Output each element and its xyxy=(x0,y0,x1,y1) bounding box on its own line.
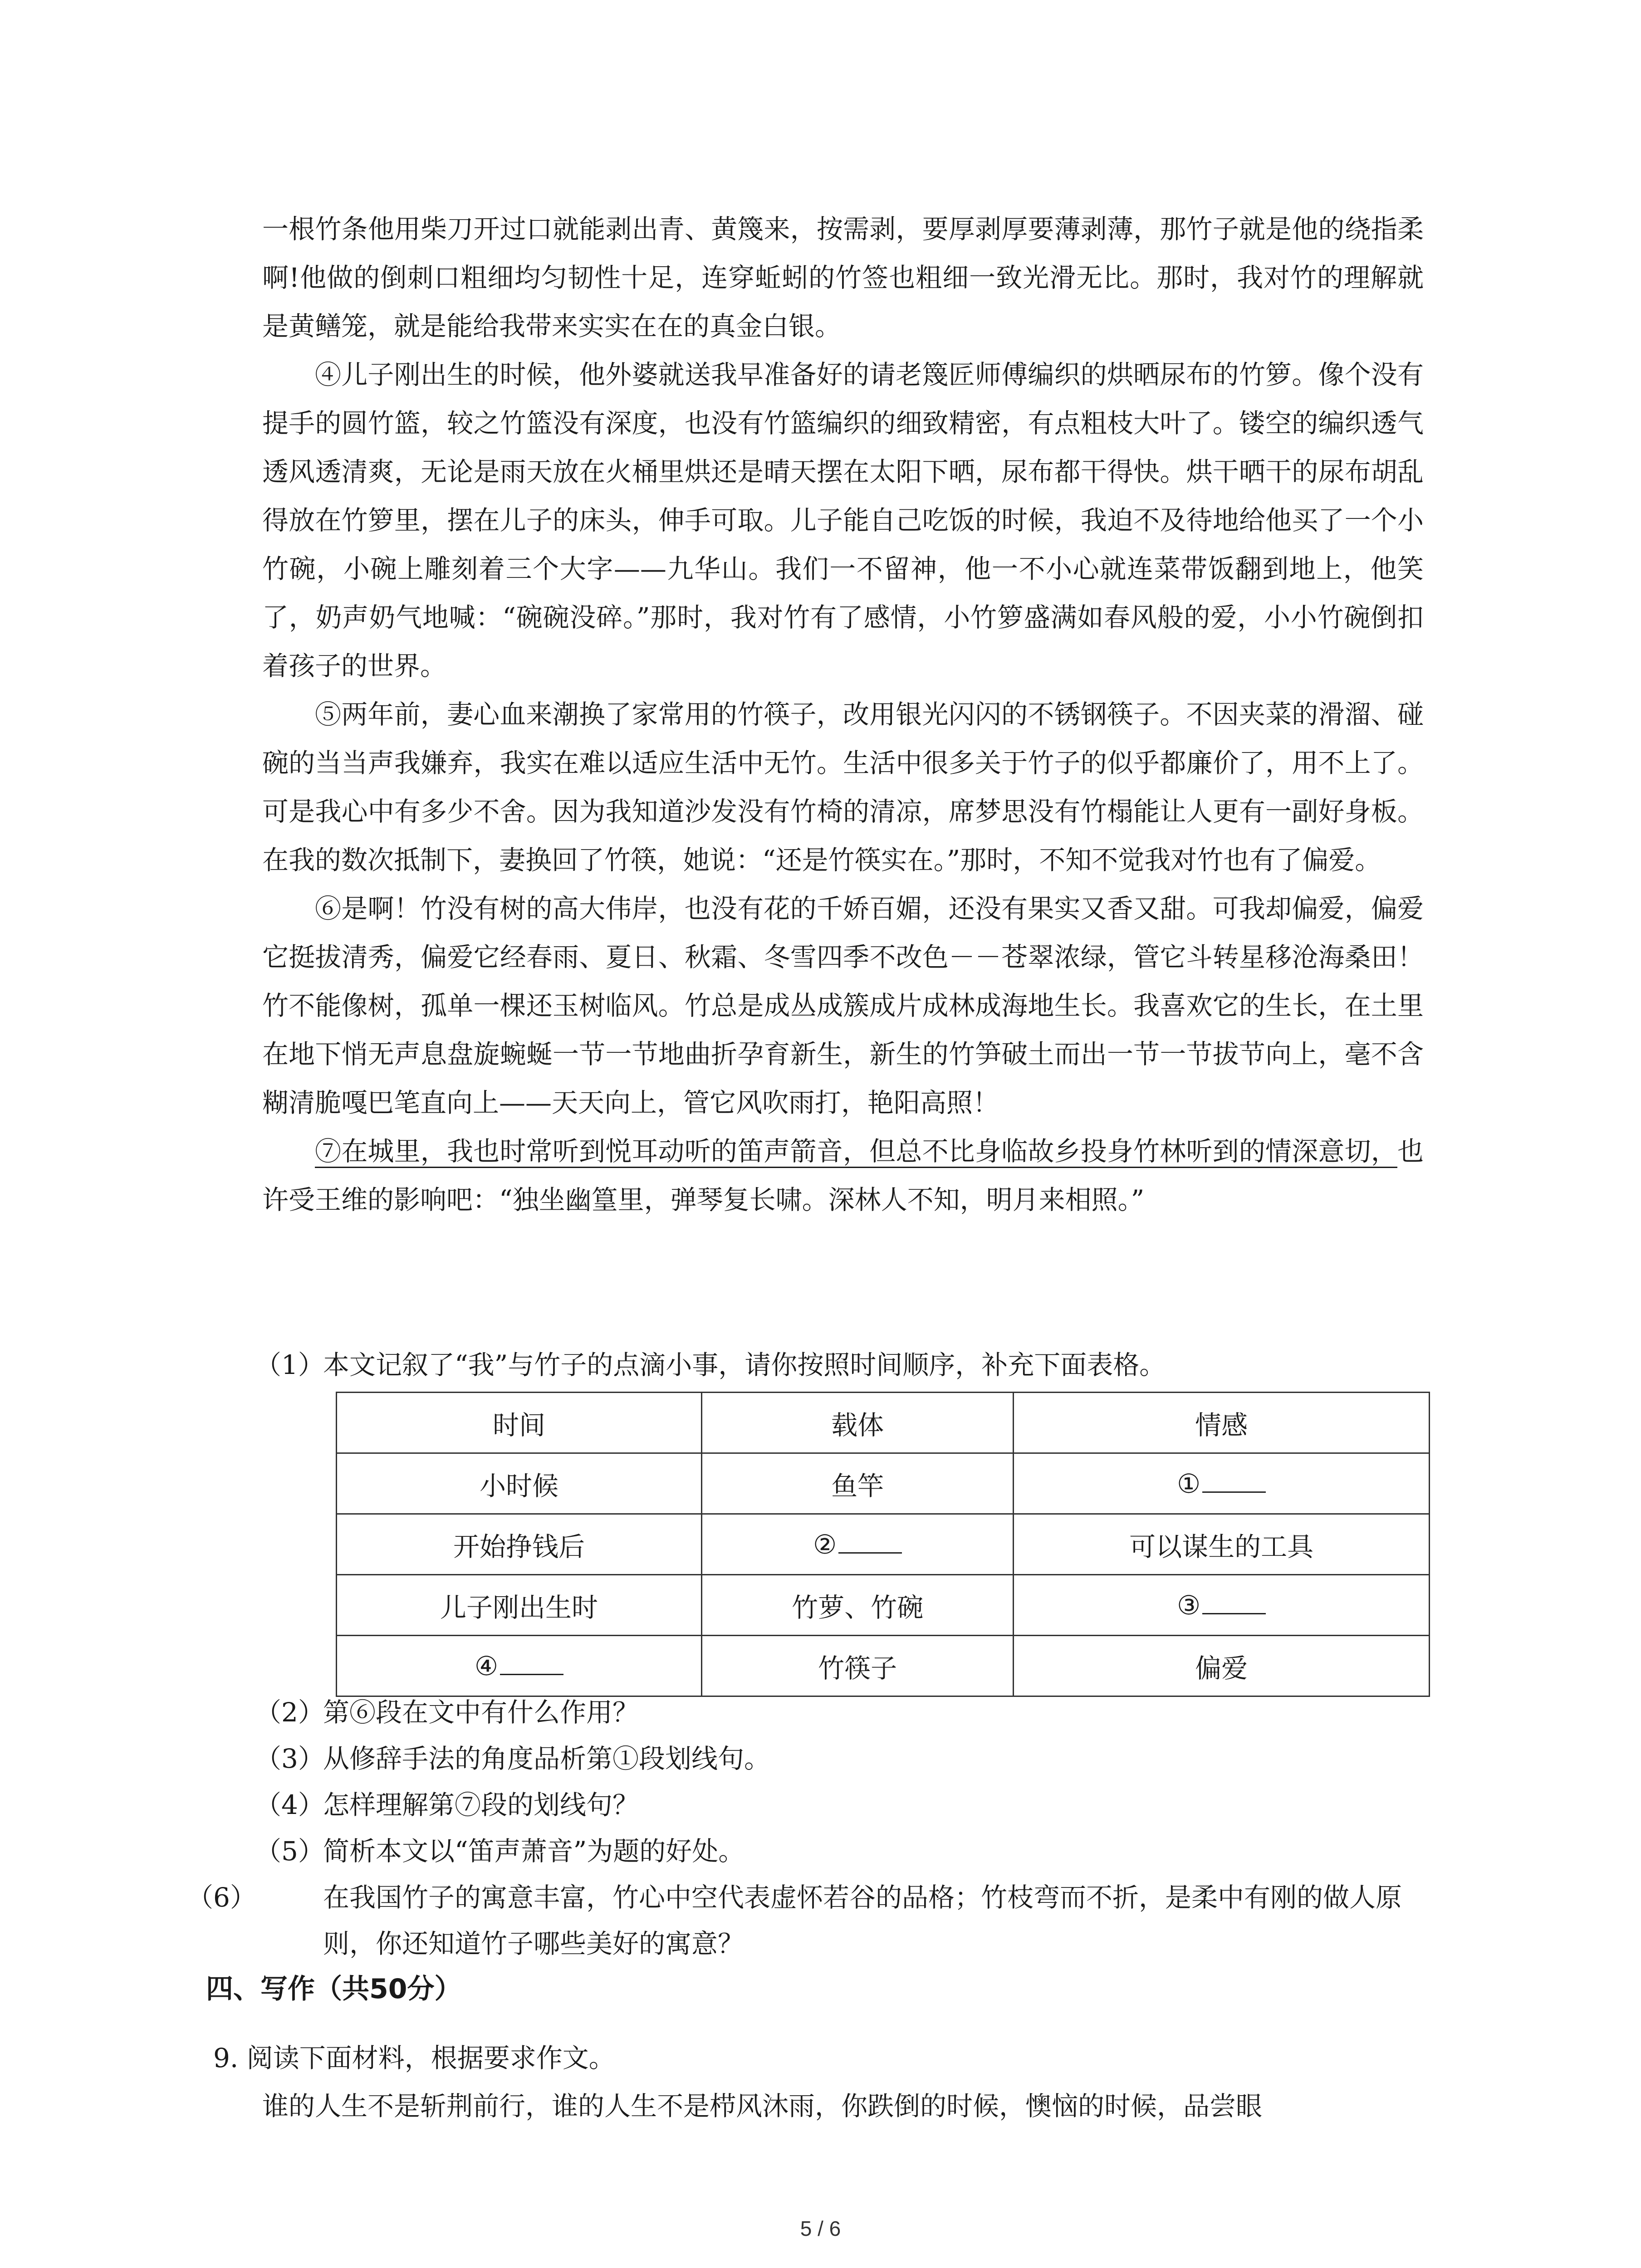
question-1 xyxy=(255,1342,1435,1388)
question-6: （6） 在我国竹子的寓意丰富，竹心中空代表虚怀若谷的品格；竹枝弯而不折，是柔中有刚的做人原则，你还知道竹子哪些美好的寓意？ xyxy=(187,1882,1402,1959)
table-header: 载体 xyxy=(701,1393,1013,1453)
table-row xyxy=(337,1453,1430,1514)
bamboo-emotion-table xyxy=(336,1392,1430,1697)
table-cell-blank: ④ xyxy=(337,1636,702,1696)
table-row xyxy=(337,1636,1430,1696)
table-header: 情感 xyxy=(1014,1393,1430,1453)
paragraph-5: ⑤两年前，妻心血来潮换了家常用的竹筷子，改用银光闪闪的不锈钢筷子。不因夹菜的滑溜、碰碗的当当声我嫌弃，我实在难以适应生活中无竹。生活中很多关于竹子的似乎都廉价了，用不上了。可是我心中有多少不舍。因为我知道沙发没有竹椅的清凉，席梦思没有竹榻能让人更有一副好身板。在我的数次抵制下，妻换回了竹筷，她说：“还是竹筷实在。”那时，不知不觉我对竹也有了偏爱。 xyxy=(262,699,1424,875)
question-3: （3）从修辞手法的角度品析第①段划线句。 xyxy=(255,1743,771,1774)
question-4: （4）怎样理解第⑦段的划线句？ xyxy=(255,1789,639,1820)
table-cell: 小时候 xyxy=(337,1453,702,1514)
paragraph-7-rest: 也许受王维的影响吧：“独坐幽篁里，弹琴复长啸。深林人不知，明月来相照。” xyxy=(262,1136,1424,1215)
page-number: 5 / 6 xyxy=(800,2217,841,2240)
paragraph-7 xyxy=(262,1127,1424,1224)
question-5: （5）简析本文以“笛声萧音”为题的好处。 xyxy=(255,1836,745,1867)
table-cell-blank: ① xyxy=(1014,1453,1430,1514)
table-cell: 鱼竿 xyxy=(701,1453,1013,1514)
answer-blank[interactable] xyxy=(1202,1592,1266,1614)
answer-blank[interactable] xyxy=(500,1653,563,1675)
paragraph-6: ⑥是啊！竹没有树的高大伟岸，也没有花的千娇百媚，还没有果实又香又甜。可我却偏爱，偏爱它挺拔清秀，偏爱它经春雨、夏日、秋霜、冬雪四季不改色－－苍翠浓绿，管它斗转星移沧海桑田！竹不能像树，孤单一棵还玉树临风。竹总是成丛成簇成片成林成海地生长。我喜欢它的生长，在土里在地下悄无声息盘旋蜿蜒一节一节地曲折孕育新生，新生的竹笋破土而出一节一节拔节向上，毫不含糊清脆嘎巴笔直向上——天天向上，管它风吹雨打，艳阳高照！ xyxy=(262,893,1424,1118)
table-cell: 竹萝、竹碗 xyxy=(701,1575,1013,1636)
table-header: 时间 xyxy=(337,1393,702,1453)
table-row xyxy=(337,1514,1430,1575)
question-number: （1） xyxy=(255,1349,324,1380)
section-heading: 四、写作（共50分） xyxy=(206,1973,462,2005)
underlined-sentence: ⑦在城里，我也时常听到悦耳动听的笛声箭音，但总不比身临故乡投身竹林听到的情深意切， xyxy=(315,1136,1397,1167)
item-9-text: 谁的人生不是斩荆前行，谁的人生不是栉风沐雨，你跌倒的时候，懊恼的时候，品尝眼 xyxy=(262,2091,1263,2121)
answer-blank[interactable] xyxy=(838,1531,902,1554)
question-2: （2）第⑥段在文中有什么作用？ xyxy=(255,1697,639,1728)
table-cell-blank: ② xyxy=(701,1514,1013,1575)
paragraph-4: ④儿子刚出生的时候，他外婆就送我早准备好的请老篾匠师傅编织的烘晒尿布的竹箩。像个没有提手的圆竹篮，较之竹篮没有深度，也没有竹篮编织的细致精密，有点粗枝大叶了。镂空的编织透气透风透清爽，无论是雨天放在火桶里烘还是晴天摆在太阳下晒，尿布都干得快。烘干晒干的尿布胡乱得放在竹箩里，摆在儿子的床头，伸手可取。儿子能自己吃饭的时候，我迫不及待地给他买了一个小竹碗，小碗上雕刻着三个大字——九华山。我们一不留神，他一不小心就连菜带饭翻到地上，他笑了，奶声奶气地喊：“碗碗没碎。”那时，我对竹有了感情，小竹箩盛满如春风般的爱，小小竹碗倒扣着孩子的世界。 xyxy=(262,359,1424,681)
table-cell: 儿子刚出生时 xyxy=(337,1575,702,1636)
table-row xyxy=(337,1575,1430,1636)
table-header-row xyxy=(337,1393,1430,1453)
paragraph-3-continuation: 一根竹条他用柴刀开过口就能剥出青、黄篾来，按需剥，要厚剥厚要薄剥薄，那竹子就是他的绕指柔啊!他做的倒刺口粗细均匀韧性十足，连穿蚯蚓的竹签也粗细一致光滑无比。那时，我对竹的理解就是黄鳝笼，就是能给我带来实实在在的真金白银。 xyxy=(262,214,1424,342)
item-9-label: 9. 阅读下面材料，根据要求作文。 xyxy=(213,2043,615,2073)
question-text: 本文记叙了“我”与竹子的点滴小事，请你按照时间顺序，补充下面表格。 xyxy=(323,1349,1166,1380)
table-cell: 竹筷子 xyxy=(701,1636,1013,1696)
table-cell: 可以谋生的工具 xyxy=(1014,1514,1430,1575)
reading-passage xyxy=(262,205,1424,1224)
questions-list xyxy=(187,1689,1425,1967)
table-cell: 开始挣钱后 xyxy=(337,1514,702,1575)
answer-blank[interactable] xyxy=(1202,1471,1266,1493)
table-cell-blank: ③ xyxy=(1014,1575,1430,1636)
table-cell: 偏爱 xyxy=(1014,1636,1430,1696)
